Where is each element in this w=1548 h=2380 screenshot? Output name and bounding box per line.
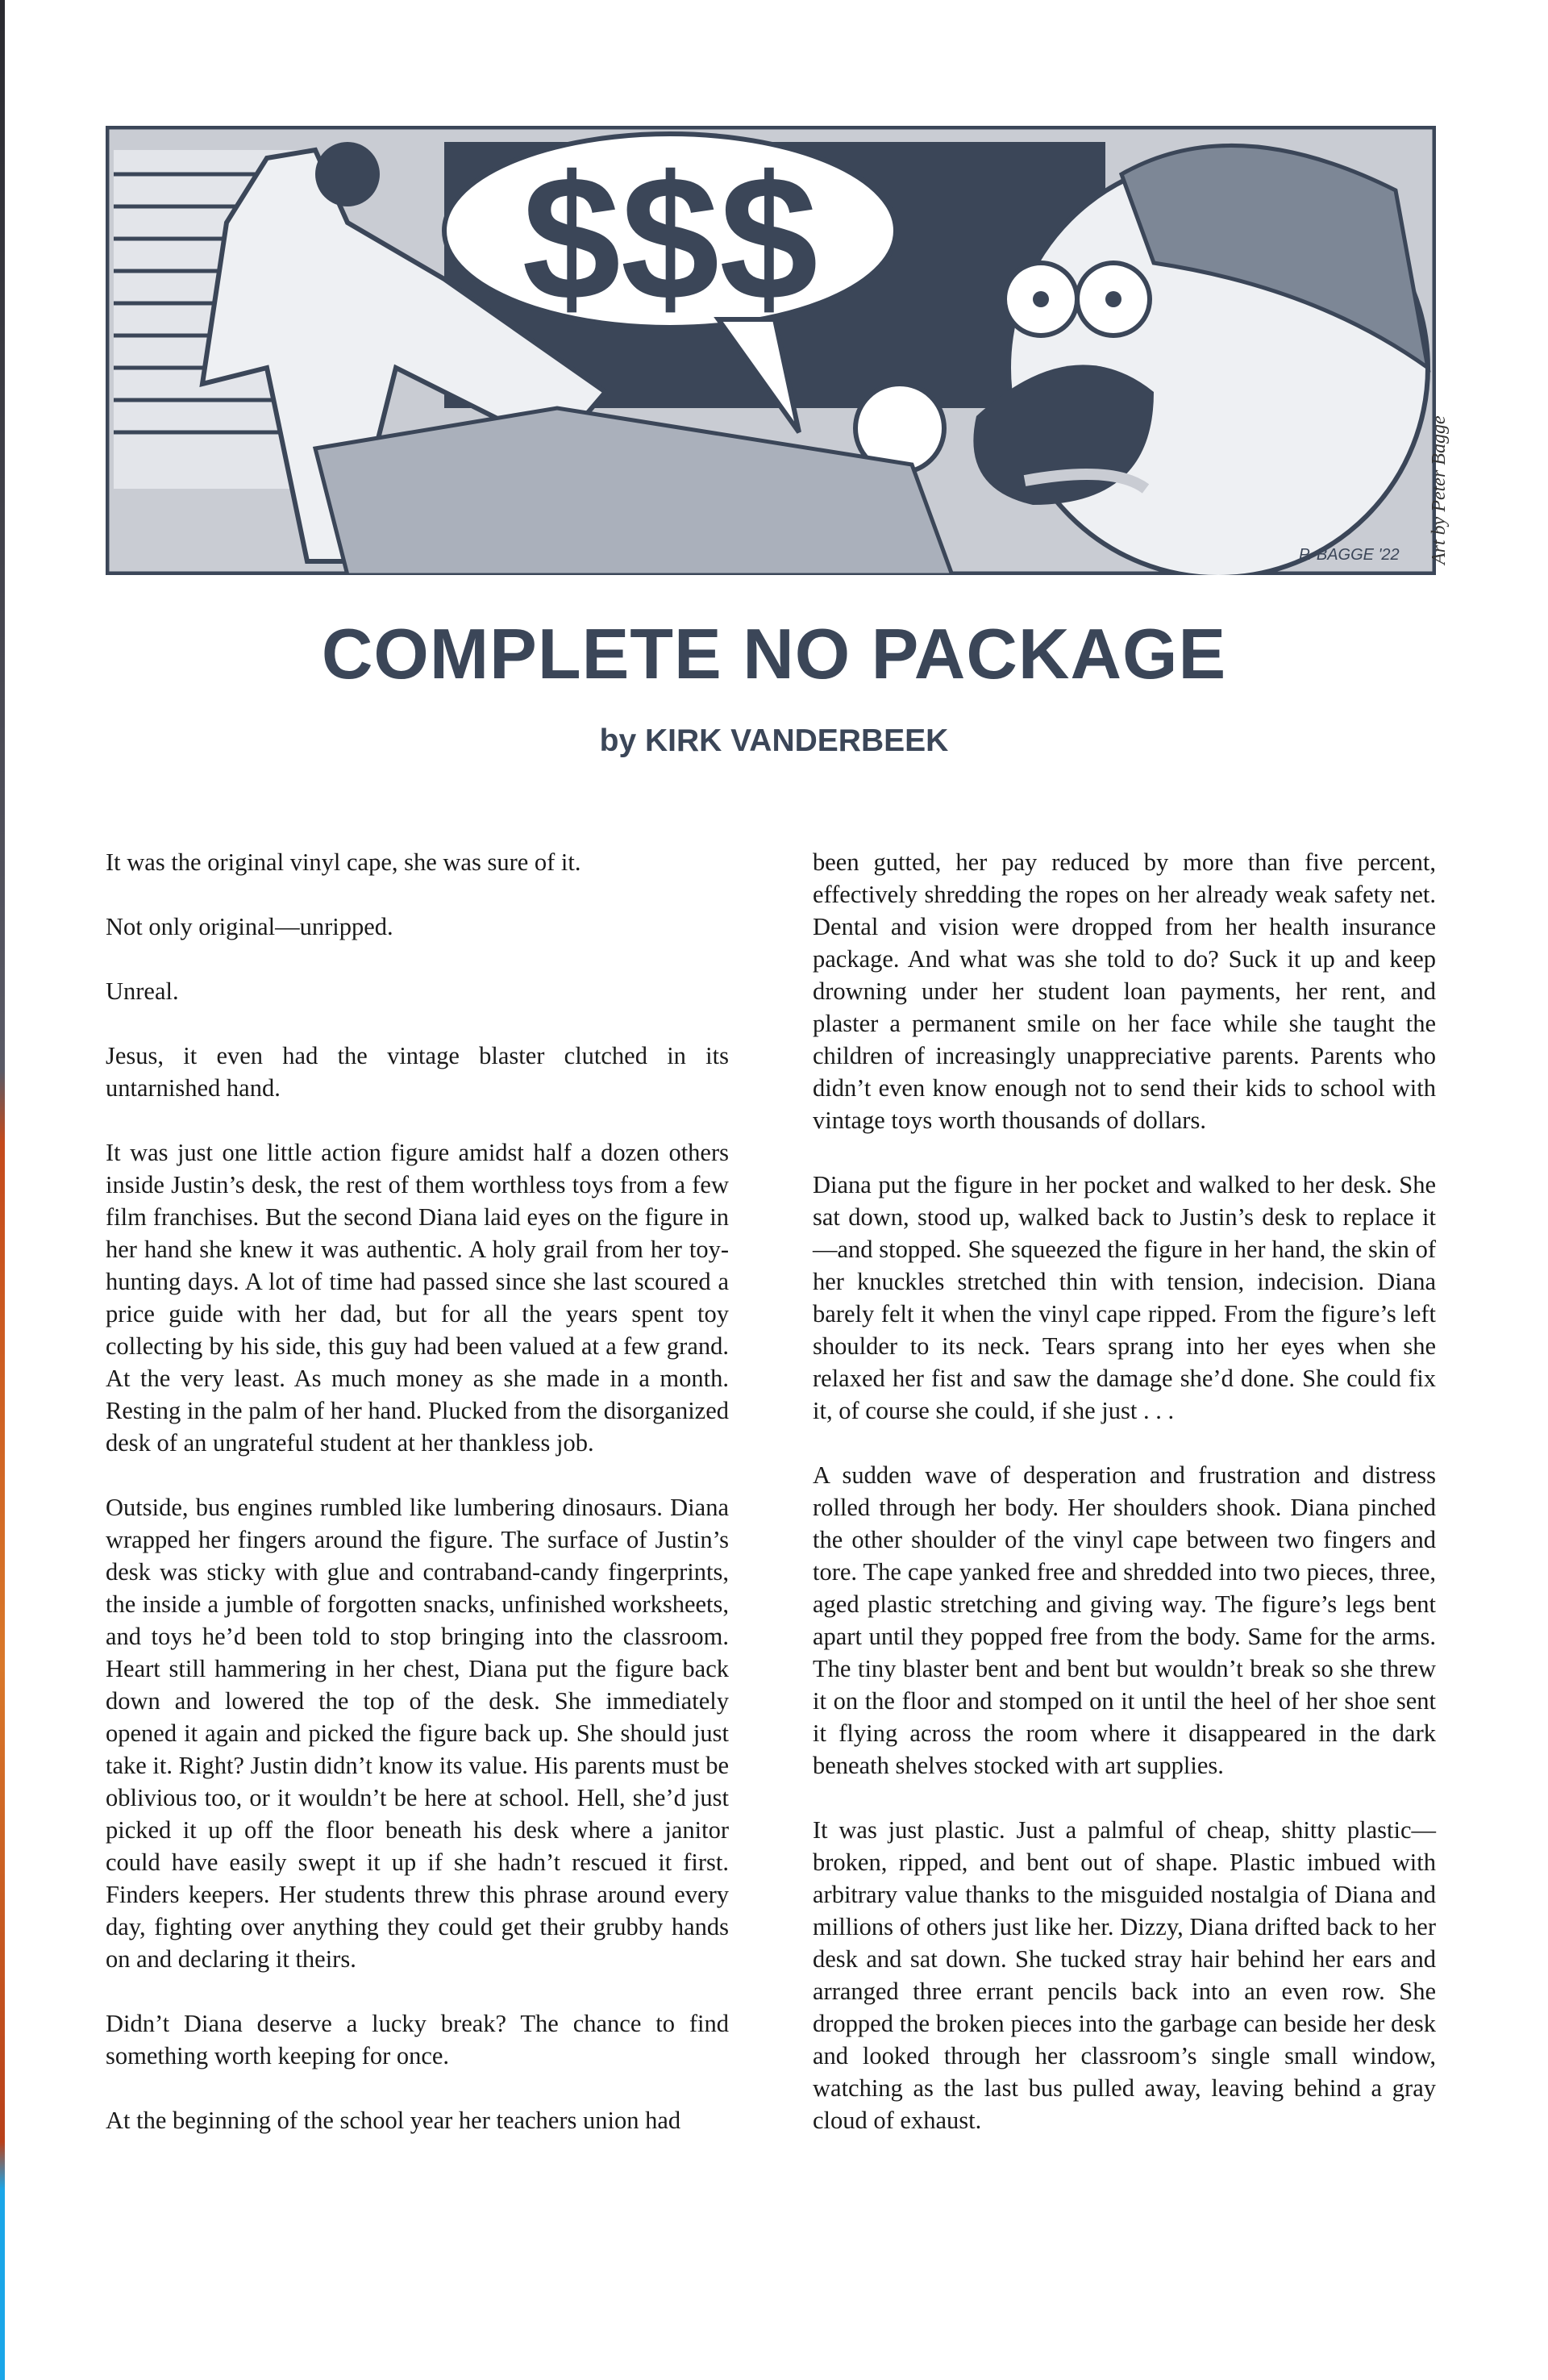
dollar-signs: $$$: [522, 139, 818, 337]
left-column: [106, 846, 729, 2169]
illustration: [106, 126, 1436, 575]
paragraph: Jesus, it even had the vintage blaster clutched in its untarnished hand.: [106, 1042, 729, 1102]
paragraph: It was the original vinyl cape, she was sure of it.: [106, 848, 581, 876]
paragraph: Outside, bus engines rumbled like lumbering dinosaurs. Diana wrapped her fingers around the figure. The surface of Justin’s desk was sticky with glue and contraband-candy fingerprints, the inside a jumble of forgotten snacks, unfinished worksheets, and toys he’d been told to stop bringing into the classroom. Heart still hammering in her chest, Diana put the figure back down and lowered the top of the desk. She immediately opened it again and picked the figure back up. She should just take it. Right? Justin didn’t know its value. His parents must be oblivious too, or it wouldn’t be here at school. Hell, she’d just picked it up off the floor beneath his desk where a janitor could have easily swept it up if she hadn’t rescued it first. Finders keepers. Her students threw this phrase around every day, fighting over anything they could get their grubby hands on and declaring it theirs.: [106, 1494, 729, 1973]
page-edge-strip: [0, 0, 5, 2380]
paragraph: been gutted, her pay reduced by more than five percent, effectively shredding the ropes on her already weak safety net. Dental and vision were dropped from her health insurance package. And what was she told to do? Suck it up and keep drowning under her student loan payments, her rent, and plaster a permanent smile on her face while she taught the children of increasingly unappreciative parents. Parents who didn’t even know enough not to send their kids to school with vintage toys worth thousands of dollars.: [813, 848, 1436, 1134]
right-column: [813, 846, 1436, 2169]
paragraph: Didn’t Diana deserve a lucky break? The chance to find something worth keeping for once.: [106, 2010, 729, 2069]
paragraph: It was just one little action figure amidst half a dozen others inside Justin’s desk, the rest of them worthless toys from a few film franchises. But the second Diana laid eyes on the figure in her hand she knew it was authentic. A holy grail from her toy-hunting days. A lot of time had passed since she last scoured a price guide with her dad, but for all the years spent toy collecting by his side, this guy had been valued at a few grand. At the very least. As much money as she made in a month. Resting in the palm of her hand. Plucked from the disorganized desk of an ungrateful student at her thankless job.: [106, 1139, 729, 1457]
paragraph: Unreal.: [106, 977, 179, 1005]
article-byline: by KIRK VANDERBEEK: [599, 723, 949, 758]
art-credit: Art by Peter Bagge: [1429, 415, 1450, 565]
paragraph: At the beginning of the school year her teachers union had: [106, 2107, 681, 2134]
paragraph: It was just plastic. Just a palmful of cheap, shitty plastic—broken, ripped, and bent out of shape. Plastic imbued with arbitrary value thanks to the misguided nostalgia of Diana and millions of others just like her. Dizzy, Diana drifted back to her desk and sat down. She tucked stray hair behind her ears and arranged three errant pencils back into an even row. She dropped the broken pieces into the garbage can beside her desk and looked through her classroom’s single small window, watching as the last bus pulled away, leaving behind a gray cloud of exhaust.: [813, 1816, 1436, 2134]
paragraph: Diana put the figure in her pocket and walked to her desk. She sat down, stood up, walked back to Justin’s desk to replace it—and stopped. She squeezed the figure in her hand, the skin of her knuckles stretched thin with tension, indecision. Diana barely felt it when the vinyl cape ripped. From the figure’s left shoulder to its neck. Tears sprang into her eyes when she relaxed her fist and saw the damage she’d done. She could fix it, of course she could, if she just . . .: [813, 1171, 1436, 1424]
paragraph: Not only original—unripped.: [106, 913, 393, 940]
article-title: COMPLETE NO PACKAGE: [321, 614, 1227, 694]
paragraph: A sudden wave of desperation and frustration and distress rolled through her body. Her shoulders shook. Diana pinched the other shoulder of the vinyl cape between two fingers and tore. The cape yanked free and shredded into two pieces, three, aged plastic stretching and giving way. The figure’s legs bent apart until they popped free from the body. Same for the arms. The tiny blaster bent and bent but wouldn’t break so she threw it on the floor and stomped on it until the heel of her shoe sent it flying across the room where it disappeared in the dark beneath shelves stocked with art supplies.: [813, 1461, 1436, 1779]
artist-signature: P. BAGGE '22: [1299, 546, 1400, 564]
